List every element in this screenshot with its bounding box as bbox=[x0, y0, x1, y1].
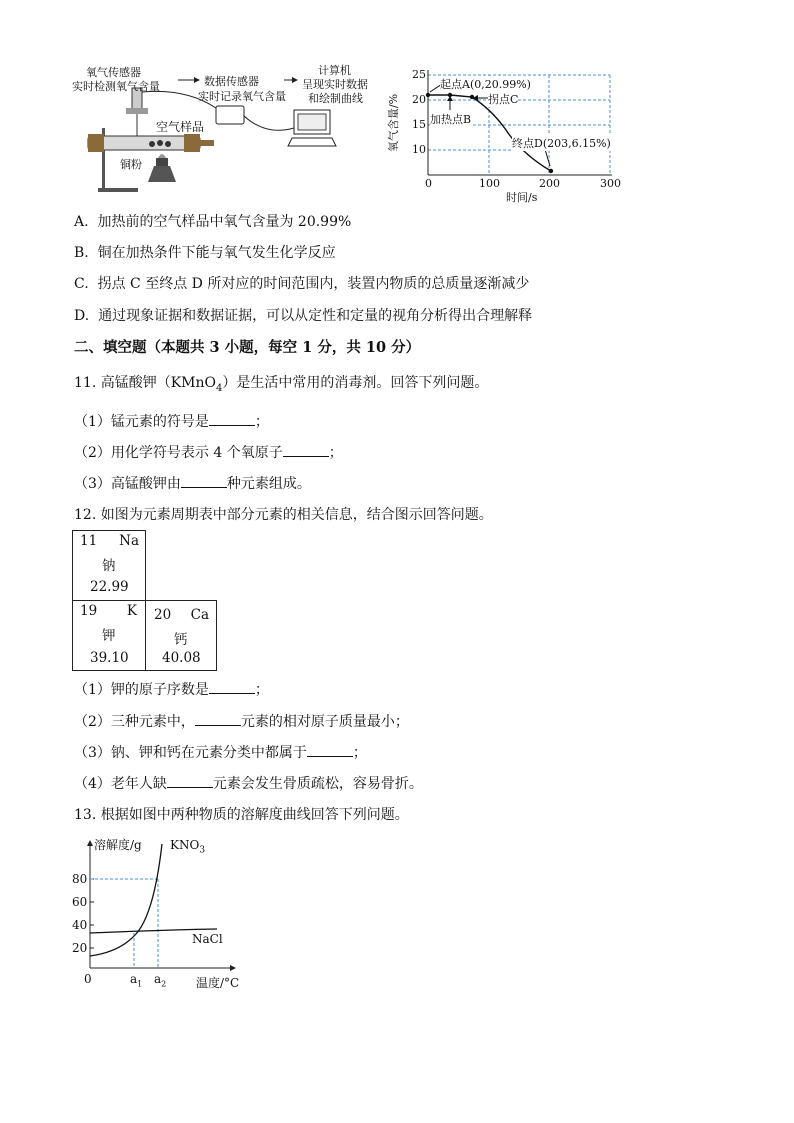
q11-formula-main: KMnO bbox=[170, 375, 217, 391]
q11-part-1 bbox=[74, 413, 269, 431]
oxygen-ylabel: 氧气含量/% bbox=[387, 93, 401, 153]
q11-stem bbox=[74, 374, 488, 398]
y-tick-10: 10 bbox=[412, 143, 426, 156]
q12-p2-after: 元素的相对原子质量最小； bbox=[240, 714, 409, 730]
q11-p3-after: 种元素组成。 bbox=[226, 476, 311, 492]
x-tick-200: 200 bbox=[539, 177, 560, 190]
point-d-label: 终点D(203,6.15%) bbox=[512, 137, 611, 150]
q13-stem: 13. 根据如图中两种物质的溶解度曲线回答下列问题。 bbox=[74, 807, 409, 823]
solubility-chart bbox=[70, 834, 260, 994]
q11-stem-before: 11. 高锰酸钾（ bbox=[74, 375, 171, 391]
q12-p2-blank[interactable] bbox=[195, 713, 241, 726]
element-symbol: Ca bbox=[190, 607, 209, 623]
q12-p1-after: ； bbox=[254, 682, 269, 698]
q11-p2-after: ； bbox=[328, 445, 343, 461]
y-tick-25: 25 bbox=[412, 68, 426, 81]
a1-label bbox=[130, 972, 142, 988]
a2-label bbox=[154, 972, 166, 988]
q12-part-1 bbox=[74, 681, 269, 699]
x-tick-100: 100 bbox=[479, 177, 500, 190]
q12-p2-text: （2）三种元素中， bbox=[74, 714, 195, 730]
option-d bbox=[74, 307, 532, 325]
q11-p1-blank[interactable] bbox=[209, 413, 255, 426]
x-tick-0: 0 bbox=[425, 177, 432, 190]
y-tick-60: 60 bbox=[72, 895, 88, 909]
x-tick-300: 300 bbox=[600, 177, 621, 190]
point-c-dot bbox=[470, 95, 474, 99]
point-a-dot bbox=[426, 93, 430, 97]
element-mass: 40.08 bbox=[162, 650, 201, 666]
origin-label: 0 bbox=[84, 972, 92, 986]
q11-part-2 bbox=[74, 444, 343, 462]
q12-p3-text: （3）钠、钾和钙在元素分类中都属于 bbox=[74, 745, 307, 761]
element-name: 钾 bbox=[102, 628, 116, 644]
a1-sub: 1 bbox=[137, 979, 143, 989]
option-c-text: 拐点 C 至终点 D 所对应的时间范围内，装置内物质的总质量逐渐减少 bbox=[97, 276, 530, 292]
sensor-label-1: 氧气传感器 bbox=[86, 66, 141, 79]
solubility-ylabel: 溶解度/g bbox=[94, 838, 142, 852]
option-a bbox=[74, 213, 351, 231]
element-cell-na bbox=[72, 530, 146, 601]
element-name: 钠 bbox=[102, 558, 116, 574]
solubility-xlabel: 温度/°C bbox=[196, 976, 240, 990]
oxygen-chart bbox=[387, 60, 634, 205]
a2-sub: 2 bbox=[161, 979, 167, 989]
element-number: 20 bbox=[154, 607, 172, 623]
option-b bbox=[74, 244, 336, 262]
option-a-letter: A. bbox=[74, 214, 89, 230]
kno3-main: KNO bbox=[170, 838, 200, 852]
element-number: 11 bbox=[80, 533, 98, 549]
q11-part-3 bbox=[74, 475, 311, 493]
element-name: 钙 bbox=[174, 632, 188, 648]
q12-p1-text: （1）钾的原子序数是 bbox=[74, 682, 209, 698]
y-tick-80: 80 bbox=[72, 872, 88, 886]
q12-p3-after: ； bbox=[352, 745, 367, 761]
oxygen-xlabel: 时间/s bbox=[506, 191, 538, 204]
computer-label-1: 计算机 bbox=[318, 64, 351, 77]
datasensor-label-1: 数据传感器 bbox=[204, 75, 259, 88]
q12-stem: 12. 如图为元素周期表中部分元素的相关信息，结合图示回答问题。 bbox=[74, 507, 493, 523]
q11-p2-text: （2）用化学符号表示 4 个氧原子 bbox=[74, 445, 283, 461]
y-tick-20: 20 bbox=[72, 941, 88, 955]
a2-main: a bbox=[154, 972, 162, 986]
element-number: 19 bbox=[80, 603, 98, 619]
point-b-label: 加热点B bbox=[430, 113, 472, 126]
y-tick-20: 20 bbox=[412, 93, 426, 106]
computer-label-2: 呈现实时数据 bbox=[302, 78, 368, 91]
point-d-dot bbox=[549, 169, 553, 173]
q12-p3-blank[interactable] bbox=[307, 744, 353, 757]
option-d-text: 通过现象证据和数据证据，可以从定性和定量的视角分析得出合理解释 bbox=[98, 308, 533, 324]
q11-stem-after: ）是生活中常用的消毒剂。回答下列问题。 bbox=[222, 375, 489, 391]
element-cell-ca bbox=[145, 600, 217, 671]
element-symbol: K bbox=[126, 603, 137, 619]
q11-formula bbox=[170, 375, 223, 394]
q11-p2-blank[interactable] bbox=[283, 444, 329, 457]
q12-part-4 bbox=[74, 775, 423, 793]
element-mass: 22.99 bbox=[90, 579, 129, 595]
solubility-chart-svg bbox=[70, 834, 260, 994]
option-c-letter: C. bbox=[74, 276, 89, 292]
nacl-label: NaCl bbox=[192, 932, 223, 946]
option-b-text: 铜在加热条件下能与氧气发生化学反应 bbox=[97, 245, 336, 261]
q12-p4-after: 元素会发生骨质疏松，容易骨折。 bbox=[212, 776, 423, 792]
kno3-sub: 3 bbox=[199, 845, 206, 856]
option-c bbox=[74, 275, 529, 293]
element-cell-k bbox=[72, 600, 146, 671]
element-symbol: Na bbox=[119, 533, 139, 549]
q11-p3-blank[interactable] bbox=[181, 475, 227, 488]
q12-p1-blank[interactable] bbox=[209, 681, 255, 694]
kno3-label bbox=[170, 838, 205, 855]
y-tick-40: 40 bbox=[72, 918, 88, 932]
air-sample-label: 空气样品 bbox=[156, 120, 205, 134]
q12-p4-blank[interactable] bbox=[167, 775, 213, 788]
section-heading: 二、填空题（本题共 3 小题，每空 1 分，共 10 分） bbox=[74, 339, 421, 356]
option-d-letter: D. bbox=[74, 308, 90, 324]
apparatus-figure bbox=[66, 58, 386, 198]
option-b-letter: B. bbox=[74, 245, 89, 261]
datasensor-label-2: 实时记录氧气含量 bbox=[198, 90, 286, 103]
point-a-label: 起点A(0,20.99%) bbox=[440, 78, 531, 91]
q12-part-3 bbox=[74, 744, 367, 762]
q12-p4-text: （4）老年人缺 bbox=[74, 776, 167, 792]
element-mass: 39.10 bbox=[90, 650, 129, 666]
point-c-label: 拐点C bbox=[488, 93, 519, 106]
a1-main: a bbox=[130, 972, 138, 986]
sensor-label-2: 实时检测氧气含量 bbox=[72, 80, 160, 93]
kno3-curve bbox=[90, 844, 162, 956]
q12-part-2 bbox=[74, 713, 409, 731]
computer-label-3: 和绘制曲线 bbox=[308, 92, 363, 105]
q11-p1-text: （1）锰元素的符号是 bbox=[74, 414, 209, 430]
y-tick-15: 15 bbox=[412, 118, 426, 131]
q11-formula-sub: 4 bbox=[216, 382, 223, 394]
q11-p3-text: （3）高锰酸钾由 bbox=[74, 476, 181, 492]
copper-label: 铜粉 bbox=[120, 158, 142, 171]
option-a-text: 加热前的空气样品中氧气含量为 20.99% bbox=[97, 214, 352, 230]
q11-p1-after: ； bbox=[254, 414, 269, 430]
